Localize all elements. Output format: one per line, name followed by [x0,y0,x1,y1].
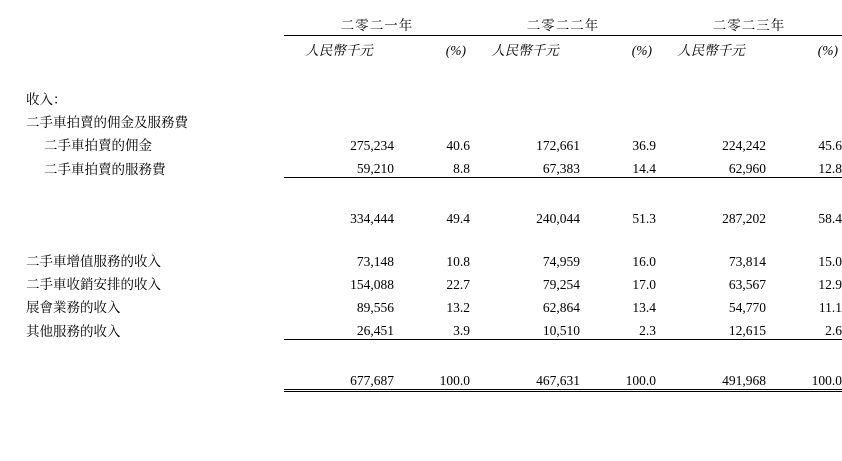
row-percent [394,108,470,131]
row-value: 67,383 [470,154,580,178]
row-percent: 14.4 [580,154,656,178]
table-row [26,154,842,178]
blank-b1 [394,85,470,108]
row-percent: 51.3 [632,211,656,226]
row-percent: 8.8 [394,154,470,178]
row-value [470,108,580,131]
row-percent: 13.2 [446,300,470,315]
row-value: 59,210 [284,154,394,178]
header-currency-2022: 人民幣千元 [491,43,559,58]
row-percent: 36.9 [632,138,656,153]
row-value: 275,234 [350,138,394,153]
row-value: 334,444 [350,211,394,226]
row-value: 73,148 [356,254,394,269]
row-value: 89,556 [356,300,394,315]
row-label: 展會業務的收入 [26,300,121,315]
spacer-after-subtotal [26,227,842,247]
row-label [26,204,284,227]
header-year-row [26,14,842,34]
header-year-2021: 二零二一年 [340,18,414,33]
row-percent: 11.1 [818,300,842,315]
blank-a1 [284,85,394,108]
row-percent: 45.6 [818,138,842,153]
row-percent: 40.6 [446,138,470,153]
row-label: 二手車拍賣的服務費 [44,161,166,177]
row-value [656,108,766,131]
spacer-before-total [26,340,842,367]
row-percent: 100.0 [394,366,470,391]
table-row [26,131,842,154]
row-percent: 10.8 [446,254,470,269]
section-label-row [26,85,842,108]
row-value: 287,202 [722,211,766,226]
row-value: 26,451 [284,316,394,340]
header-sub-blank [26,36,284,60]
header-currency-2023: 人民幣千元 [677,43,745,58]
row-value: 54,770 [728,300,766,315]
table-row [26,247,842,270]
row-value: 62,864 [542,300,580,315]
row-value: 79,254 [542,277,580,292]
table-row-total [26,366,842,391]
spacer-after-header [26,59,842,85]
row-percent: 2.3 [580,316,656,340]
row-percent: 12.8 [766,154,842,178]
row-label: 二手車拍賣的佣金及服務費 [26,115,188,130]
table-row [26,108,842,131]
header-blank [26,14,284,34]
row-value: 491,968 [656,366,766,391]
row-percent: 17.0 [632,277,656,292]
row-value: 10,510 [470,316,580,340]
row-value: 73,814 [728,254,766,269]
row-value: 154,088 [350,277,394,292]
header-percent-2022: (%) [631,43,652,58]
row-percent: 2.6 [766,316,842,340]
section-label: 收入： [26,92,67,107]
header-percent-2023: (%) [817,43,838,58]
row-label: 其他服務的收入 [26,323,121,339]
row-percent: 3.9 [394,316,470,340]
blank-e1 [656,85,766,108]
row-value: 63,567 [728,277,766,292]
row-percent: 16.0 [632,254,656,269]
row-value: 467,631 [470,366,580,391]
blank-f1 [766,85,842,108]
row-percent: 13.4 [632,300,656,315]
blank-c1 [470,85,580,108]
blank-d1 [580,85,656,108]
row-value: 240,044 [536,211,580,226]
header-year-2022: 二零二二年 [526,18,600,33]
spacer-subtotal-top [26,178,842,205]
row-label [26,366,284,391]
table-row [26,270,842,293]
row-value: 172,661 [536,138,580,153]
row-percent: 12.9 [818,277,842,292]
header-currency-2021: 人民幣千元 [305,43,373,58]
row-value: 12,615 [656,316,766,340]
row-percent [766,108,842,131]
table-row [26,316,842,340]
row-value [284,108,394,131]
spacer-cell [26,340,842,367]
table-row-subtotal [26,204,842,227]
row-percent: 58.4 [818,211,842,226]
row-label: 二手車拍賣的佣金 [44,138,152,153]
row-value: 74,959 [542,254,580,269]
row-percent: 100.0 [766,366,842,391]
row-percent: 49.4 [446,211,470,226]
row-label: 二手車收銷安排的收入 [26,277,161,292]
row-percent: 15.0 [818,254,842,269]
row-percent: 22.7 [446,277,470,292]
spacer-cell [26,59,842,85]
spacer-cell [26,178,842,205]
row-value: 224,242 [722,138,766,153]
header-year-2023: 二零二三年 [712,18,786,33]
header-sub-row [26,36,842,60]
table-row [26,293,842,316]
row-value: 62,960 [656,154,766,178]
financial-table [26,14,842,392]
row-label: 二手車增值服務的收入 [26,254,161,269]
row-value: 677,687 [284,366,394,391]
row-percent: 100.0 [580,366,656,391]
spacer-cell [26,227,842,247]
header-percent-2021: (%) [445,43,466,58]
row-percent [580,108,656,131]
